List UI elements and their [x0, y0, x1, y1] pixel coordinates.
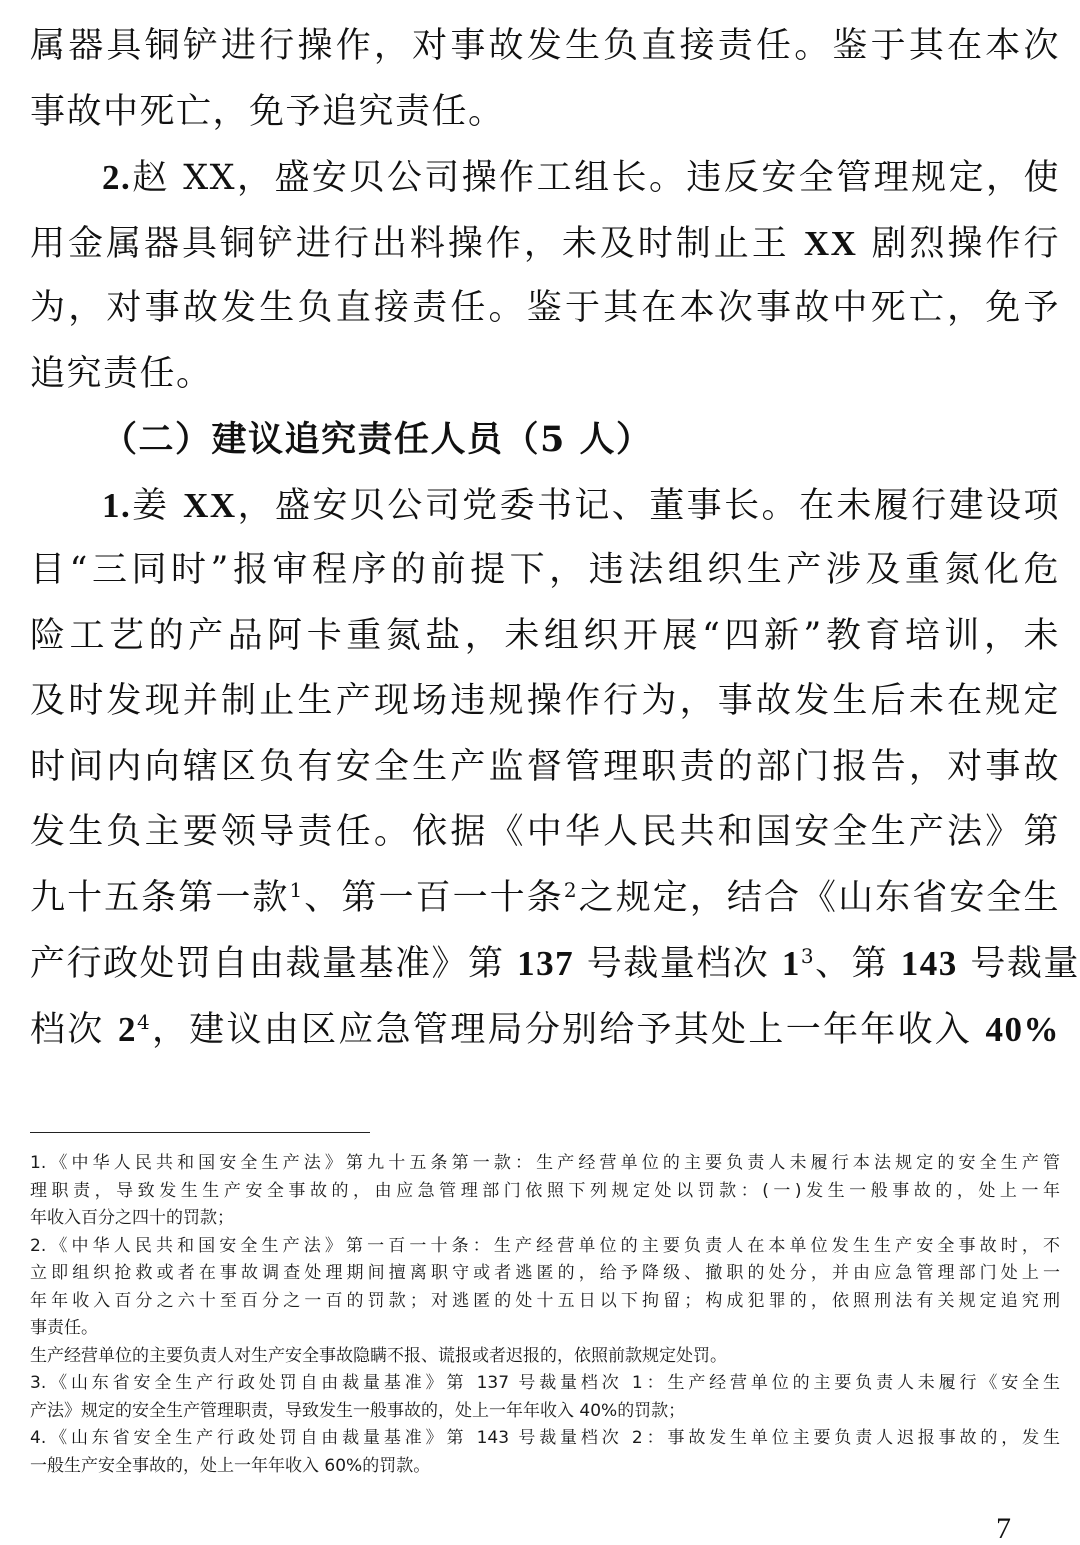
footnote-ref-3[interactable]: 3: [800, 944, 816, 968]
footnote-line: 生产经营单位的主要负责人对生产安全事故隐瞒不报、谎报或者迟报的，依照前款规定处罚。: [30, 1345, 727, 1366]
footnote-line: 4.《山东省安全生产行政处罚自由裁量基准》第 143 号裁量档次 2：事故发生单位主要负责人迟报事故的，发生: [30, 1428, 1060, 1448]
name-placeholder: XX: [183, 485, 237, 525]
text-span: 之规定，结合《山东省安全生: [578, 877, 1060, 918]
paragraph-2-line-3: 为，对事故发生负直接责任。鉴于其在本次事故中死亡，免予: [30, 288, 1060, 328]
section-heading: （二）建议追究责任人员（5 人）: [102, 419, 653, 460]
name-placeholder: XX: [803, 223, 858, 263]
text-span: 、第: [815, 944, 901, 984]
text-span: 姜: [131, 485, 184, 526]
text-span: ，盛安贝公司党委书记、董事长。在未履行建设项: [236, 485, 1060, 526]
footnote-line: 3.《山东省安全生产行政处罚自由裁量基准》第 137 号裁量档次 1：生产经营单位的主要负责人未履行《安全生: [30, 1373, 1060, 1393]
body-line: 事故中死亡，免予追究责任。: [30, 91, 505, 132]
footnotes: [30, 1150, 1060, 1480]
paragraph-2-line-4: 追究责任。: [30, 353, 213, 394]
page-number: 7: [996, 1512, 1011, 1545]
paragraph-3-line-6: 发生负主要领导责任。依据《中华人民共和国安全生产法》第: [30, 812, 1060, 852]
text-span: 剧烈操作行: [857, 223, 1060, 264]
item-number: 2.: [102, 158, 132, 197]
number: 137: [517, 944, 575, 983]
footnote-line: 立即组织抢救或者在事故调查处理期间擅离职守或者逃匿的，给予降级、撤职的处分，并由应急管理部门处上一: [30, 1263, 1060, 1283]
number: 2: [117, 1009, 137, 1049]
footnote-line: 事责任。: [30, 1318, 98, 1338]
body-line: 属器具铜铲进行操作，对事故发生负直接责任。鉴于其在本次: [30, 26, 1060, 66]
footnote-ref-2[interactable]: 2: [563, 877, 579, 902]
footnote-line: 理职责，导致发生生产安全事故的，由应急管理部门依照下列规定处以罚款：(一)发生一般事故的，处上一年: [30, 1180, 1060, 1201]
number: 143: [900, 944, 958, 983]
text-span: 九十五条第一款: [30, 877, 290, 918]
paragraph-3-line-5: 时间内向辖区负有安全生产监督管理职责的部门报告，对事故: [30, 746, 1060, 787]
paragraph-3-line-8: [30, 931, 1080, 997]
footnote-ref-1[interactable]: 1: [289, 877, 304, 902]
main-body-text: [30, 14, 1080, 1062]
paragraph-3-line-3: 险工艺的产品阿卡重氮盐，未组织开展“四新”教育培训，未: [30, 615, 1060, 656]
footnote-line: 1.《中华人民共和国安全生产法》第九十五条第一款：生产经营单位的主要负责人未履行本法规定的安全生产管: [30, 1153, 1060, 1173]
footnote-line: 年收入百分之四十的罚款；: [30, 1208, 234, 1228]
paragraph-3-line-9: [30, 997, 1060, 1063]
text-span: ，建议由区应急管理局分别给予其处上一年年收入: [151, 1009, 986, 1050]
footnote-divider: [30, 1132, 370, 1133]
text-span: 号裁量: [957, 944, 1080, 984]
text-span: 赵 XX，盛安贝公司操作工组长。违反安全管理规定，使: [131, 158, 1060, 198]
paragraph-3-line-7: [30, 866, 1060, 932]
footnote-line: 产法》规定的安全生产管理职责，导致发生一般事故的，处上一年年收入 40%的罚款；: [30, 1400, 686, 1421]
text-span: 用金属器具铜铲进行出料操作，未及时制止王: [30, 223, 804, 264]
paragraph-3-line-2: 目“三同时”报审程序的前提下，违法组织生产涉及重氮化危: [30, 550, 1060, 590]
footnote-line: 2.《中华人民共和国安全生产法》第一百一十条：生产经营单位的主要负责人在本单位发生生产安全事故时，不: [30, 1235, 1060, 1256]
number: 1: [781, 944, 801, 983]
paragraph-3-line-4: 及时发现并制止生产现场违规操作行为，事故发生后未在规定: [30, 681, 1060, 721]
footnote-ref-4[interactable]: 4: [136, 1009, 152, 1034]
percentage: 40%: [985, 1009, 1060, 1049]
text-span: 产行政处罚自由裁量基准》第: [30, 944, 518, 984]
paragraph-2-line-1: [30, 145, 1060, 211]
paragraph-3-line-1: [30, 473, 1060, 539]
item-number: 1.: [102, 485, 132, 525]
text-span: 档次: [30, 1009, 118, 1050]
footnote-line: 年年收入百分之六十至百分之一百的罚款；对逃匿的处十五日以下拘留；构成犯罪的，依照刑法有关规定追究刑: [30, 1290, 1060, 1311]
text-span: 、第一百一十条: [303, 877, 564, 918]
text-span: 号裁量档次: [574, 944, 782, 984]
footnote-line: 一般生产安全事故的，处上一年年收入 60%的罚款。: [30, 1455, 431, 1476]
paragraph-2-line-2: [30, 211, 1060, 277]
